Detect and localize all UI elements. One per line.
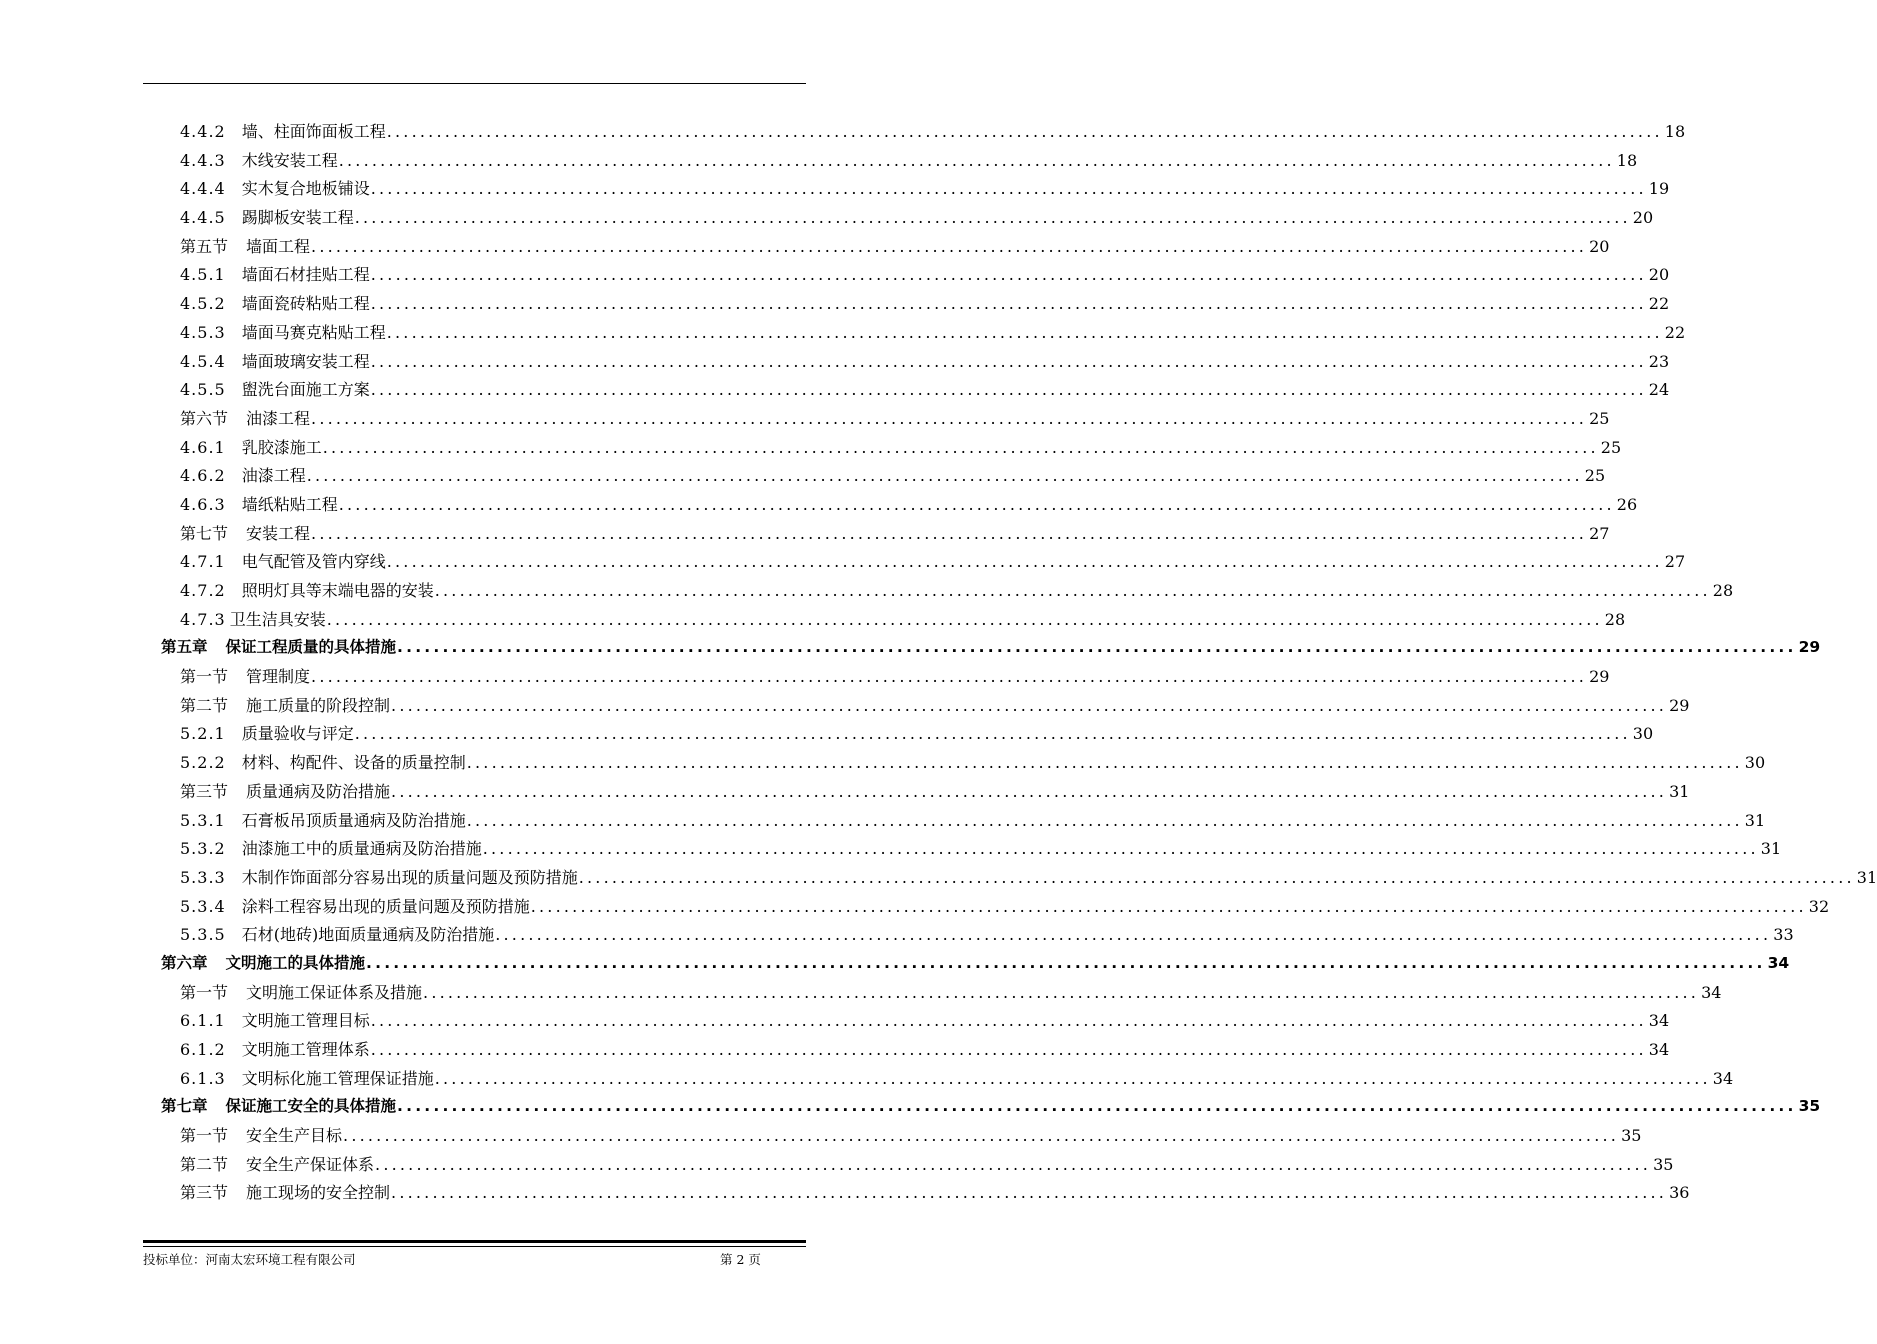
toc-entry-title: 文明施工管理目标 [241, 1011, 370, 1031]
toc-entry-page: 31 [1744, 810, 1766, 830]
toc-entry[interactable] [143, 205, 1654, 234]
toc-entry-title: 墙面工程 [246, 236, 311, 256]
toc-entry[interactable] [143, 750, 1766, 779]
toc-dot-leader: .......................................................................................................................................................... [466, 810, 1743, 830]
toc-dot-leader: .......................................................................................................................................................... [366, 953, 1766, 972]
toc-entry-number: 第五节 [180, 236, 229, 256]
toc-entry-title: 管理制度 [246, 667, 311, 687]
toc-entry[interactable] [143, 1037, 1670, 1066]
toc-entry-label [180, 1037, 370, 1060]
toc-entry-label [180, 435, 322, 458]
toc-entry-number: 4.5.4 [180, 351, 226, 371]
toc-entry-label [180, 176, 370, 199]
toc-entry-page: 25 [1584, 466, 1606, 486]
toc-entry-label [180, 922, 494, 945]
toc-entry-page: 23 [1648, 351, 1670, 371]
toc-entry-number: 第七节 [180, 523, 229, 543]
toc-entry-title: 文明施工管理体系 [241, 1040, 370, 1059]
toc-entry-label [180, 894, 530, 917]
toc-entry-label [161, 635, 396, 657]
toc-dot-leader: .......................................................................................................................................................... [343, 1126, 1620, 1146]
toc-entry-title: 墙面马赛克粘贴工程 [241, 322, 386, 342]
toc-entry-title: 油漆施工中的质量通病及防治措施 [241, 839, 482, 859]
toc-entry-label [180, 549, 386, 572]
toc-entry-number: 4.6.2 [180, 466, 226, 486]
toc-entry[interactable] [143, 578, 1734, 607]
toc-entry-label [180, 234, 310, 257]
toc-entry-page: 22 [1664, 322, 1686, 342]
toc-entry-label [180, 349, 370, 372]
table-of-contents [143, 119, 1877, 1209]
toc-entry-page: 20 [1648, 265, 1670, 285]
toc-entry-title: 施工现场的安全控制 [246, 1183, 391, 1203]
toc-entry-label [180, 721, 354, 744]
toc-entry-page: 34 [1767, 953, 1790, 972]
toc-entry-label [180, 607, 326, 630]
toc-dot-leader: .......................................................................................................................................................... [530, 896, 1807, 916]
toc-entry[interactable] [143, 234, 1610, 263]
toc-entry-label [180, 980, 422, 1003]
toc-dot-leader: .......................................................................................................................................................... [370, 294, 1647, 314]
toc-entry[interactable] [143, 1066, 1734, 1095]
toc-entry-number: 5.3.4 [180, 896, 226, 916]
toc-dot-leader: .......................................................................................................................................................... [370, 179, 1647, 199]
toc-entry-number: 4.4.4 [180, 179, 226, 199]
toc-entry-page: 34 [1701, 982, 1722, 1002]
toc-entry-page: 29 [1589, 667, 1610, 687]
toc-entry[interactable] [143, 320, 1686, 349]
toc-entry-number: 4.7.2 [180, 581, 226, 600]
toc-entry[interactable] [143, 549, 1686, 578]
toc-entry-title: 质量验收与评定 [241, 724, 354, 744]
toc-entry-label [180, 693, 390, 716]
toc-entry-title: 实木复合地板铺设 [241, 179, 370, 199]
toc-entry-page: 34 [1712, 1068, 1734, 1088]
toc-entry-number: 4.5.2 [180, 294, 226, 314]
toc-entry-title: 电气配管及管内穿线 [241, 552, 386, 572]
toc-dot-leader: .......................................................................................................................................................... [354, 208, 1631, 228]
toc-entry[interactable] [143, 291, 1670, 320]
toc-entry-number: 4.4.3 [180, 150, 226, 170]
header-rule [143, 83, 806, 84]
toc-entry-number: 第六节 [180, 408, 229, 428]
toc-entry-title: 保证施工安全的具体措施 [225, 1097, 397, 1116]
toc-entry-title: 盥洗台面施工方案 [241, 380, 370, 400]
toc-dot-leader: .......................................................................................................................................................... [306, 466, 1583, 486]
toc-entry-label [180, 463, 306, 486]
toc-entry-title: 墙面石材挂贴工程 [241, 265, 370, 285]
toc-entry-page: 27 [1589, 523, 1610, 543]
toc-entry-label [180, 377, 370, 400]
toc-entry[interactable] [143, 1008, 1670, 1037]
toc-dot-leader: .......................................................................................................................................................... [311, 408, 1588, 428]
toc-entry-label [180, 406, 310, 429]
toc-dot-leader: .......................................................................................................................................................... [434, 1068, 1711, 1088]
toc-entry-page: 34 [1648, 1040, 1670, 1059]
toc-entry-title: 木制作饰面部分容易出现的质量问题及预防措施 [241, 867, 578, 887]
toc-dot-leader: .......................................................................................................................................................... [397, 638, 1797, 657]
toc-dot-leader: .......................................................................................................................................................... [370, 1011, 1647, 1031]
toc-entry-title: 施工质量的阶段控制 [246, 695, 391, 715]
toc-dot-leader: .......................................................................................................................................................... [434, 581, 1711, 600]
toc-entry-page: 25 [1589, 408, 1610, 428]
toc-entry-number: 5.3.1 [180, 810, 226, 830]
toc-entry-label [180, 205, 354, 228]
toc-dot-leader: .......................................................................................................................................................... [338, 150, 1615, 170]
toc-entry-number: 4.4.2 [180, 122, 226, 141]
toc-dot-leader: .......................................................................................................................................................... [311, 667, 1588, 687]
toc-entry[interactable] [143, 262, 1670, 291]
toc-entry-page: 29 [1798, 638, 1821, 657]
toc-entry-label [180, 1152, 374, 1175]
toc-entry-page: 34 [1648, 1011, 1670, 1031]
toc-entry-label [180, 865, 578, 888]
toc-entry-title: 石膏板吊顶质量通病及防治措施 [241, 810, 466, 830]
toc-entry[interactable] [143, 176, 1670, 205]
toc-entry[interactable] [143, 607, 1626, 636]
toc-entry[interactable] [143, 119, 1686, 148]
toc-entry-number: 4.4.5 [180, 208, 226, 228]
toc-entry-label [180, 1180, 390, 1203]
toc-entry-label [161, 1094, 396, 1116]
toc-entry[interactable] [143, 865, 1877, 894]
toc-entry-title: 油漆工程 [246, 408, 311, 428]
toc-entry[interactable] [143, 377, 1670, 406]
toc-entry-number: 4.5.3 [180, 322, 226, 342]
toc-entry[interactable] [143, 894, 1830, 923]
toc-entry-number: 4.6.3 [180, 494, 226, 514]
toc-entry-page: 19 [1648, 179, 1670, 199]
toc-entry-label [180, 808, 466, 831]
toc-dot-leader: .......................................................................................................................................................... [370, 380, 1647, 400]
toc-entry-page: 30 [1744, 753, 1766, 773]
toc-entry-number: 第七章 [161, 1097, 208, 1116]
toc-entry-title: 涂料工程容易出现的质量问题及预防措施 [241, 896, 530, 916]
toc-entry[interactable] [143, 148, 1638, 177]
toc-entry-number: 5.3.3 [180, 867, 226, 887]
toc-entry-title: 乳胶漆施工 [241, 437, 322, 457]
toc-entry[interactable] [143, 635, 1821, 664]
toc-entry-label [180, 119, 386, 142]
toc-entry[interactable] [143, 664, 1610, 693]
toc-entry[interactable] [143, 463, 1606, 492]
toc-entry-page: 33 [1773, 925, 1794, 945]
toc-entry[interactable] [143, 1152, 1674, 1181]
toc-entry-title: 石材(地砖)地面质量通病及防治措施 [241, 925, 495, 945]
toc-entry-title: 木线安装工程 [241, 150, 338, 170]
toc-entry[interactable] [143, 1123, 1642, 1152]
toc-entry-number: 6.1.2 [180, 1040, 226, 1059]
toc-dot-leader: .......................................................................................................................................................... [338, 494, 1615, 514]
toc-entry-page: 31 [1856, 867, 1877, 887]
toc-dot-leader: .......................................................................................................................................................... [423, 982, 1700, 1002]
toc-entry-number: 第五章 [161, 638, 208, 657]
toc-entry-title: 保证工程质量的具体措施 [225, 638, 397, 657]
toc-entry[interactable] [143, 1180, 1690, 1209]
toc-dot-leader: .......................................................................................................................................................... [482, 839, 1759, 859]
toc-entry-page: 26 [1616, 494, 1638, 514]
toc-entry-number: 第六章 [161, 953, 208, 972]
footer-company: 投标单位：河南太宏环境工程有限公司 [143, 1252, 356, 1267]
toc-entry-title: 墙纸粘贴工程 [241, 494, 338, 514]
toc-entry[interactable] [143, 406, 1610, 435]
toc-entry-label [180, 148, 338, 171]
toc-entry-page: 31 [1669, 781, 1690, 801]
toc-entry-label [180, 578, 434, 601]
toc-dot-leader: .......................................................................................................................................................... [386, 322, 1663, 342]
toc-entry-page: 20 [1632, 208, 1654, 228]
toc-entry-label [180, 750, 466, 773]
toc-entry-page: 32 [1808, 896, 1830, 916]
toc-entry-title: 墙面瓷砖粘贴工程 [241, 294, 370, 314]
toc-entry[interactable] [143, 693, 1690, 722]
toc-entry-title: 卫生洁具安装 [229, 609, 326, 629]
toc-entry-number: 5.3.2 [180, 839, 226, 859]
toc-entry-title: 安装工程 [246, 523, 311, 543]
toc-entry-label [180, 1123, 342, 1146]
toc-entry-number: 6.1.1 [180, 1011, 226, 1031]
toc-entry-label [180, 664, 310, 687]
toc-entry-page: 31 [1760, 839, 1782, 859]
toc-dot-leader: .......................................................................................................................................................... [386, 552, 1663, 572]
toc-dot-leader: .......................................................................................................................................................... [495, 925, 1772, 945]
footer-rule-thick [143, 1240, 806, 1243]
toc-entry-title: 油漆工程 [241, 466, 306, 486]
toc-entry[interactable] [143, 779, 1690, 808]
toc-entry-page: 18 [1664, 122, 1686, 141]
toc-dot-leader: .......................................................................................................................................................... [322, 437, 1599, 457]
toc-entry-title: 照明灯具等末端电器的安装 [241, 581, 434, 600]
toc-entry-label [180, 521, 310, 544]
toc-entry-number: 4.5.5 [180, 380, 226, 400]
toc-dot-leader: .......................................................................................................................................................... [391, 1183, 1668, 1203]
toc-entry[interactable] [143, 492, 1638, 521]
toc-entry-page: 36 [1669, 1183, 1690, 1203]
toc-dot-leader: .......................................................................................................................................................... [354, 724, 1631, 744]
toc-entry-number: 4.6.1 [180, 437, 226, 457]
toc-entry-page: 20 [1589, 236, 1610, 256]
toc-entry[interactable] [143, 349, 1670, 378]
toc-dot-leader: .......................................................................................................................................................... [326, 609, 1603, 629]
toc-entry-label [180, 1066, 434, 1089]
toc-entry-title: 墙面玻璃安装工程 [241, 351, 370, 371]
toc-entry-page: 25 [1600, 437, 1622, 457]
toc-dot-leader: .......................................................................................................................................................... [311, 236, 1588, 256]
toc-dot-leader: .......................................................................................................................................................... [397, 1097, 1797, 1116]
toc-entry-title: 安全生产保证体系 [246, 1154, 375, 1174]
toc-entry-label [161, 951, 365, 973]
toc-entry[interactable] [143, 951, 1790, 980]
toc-entry-page: 35 [1653, 1154, 1674, 1174]
toc-entry-title: 材料、构配件、设备的质量控制 [241, 753, 466, 773]
toc-dot-leader: .......................................................................................................................................................... [375, 1154, 1652, 1174]
toc-entry-number: 5.2.1 [180, 724, 226, 744]
toc-entry-number: 第二节 [180, 695, 229, 715]
toc-dot-leader: .......................................................................................................................................................... [370, 265, 1647, 285]
toc-entry-label [180, 320, 386, 343]
toc-entry-title: 质量通病及防治措施 [246, 781, 391, 801]
toc-entry-page: 35 [1621, 1126, 1642, 1146]
toc-entry-number: 第一节 [180, 982, 229, 1002]
toc-dot-leader: .......................................................................................................................................................... [311, 523, 1588, 543]
toc-entry-page: 18 [1616, 150, 1638, 170]
toc-entry-number: 4.7.3 [180, 609, 226, 629]
toc-entry-label [180, 492, 338, 515]
footer-page-number: 第 2 页 [720, 1252, 761, 1267]
toc-entry-title: 文明施工的具体措施 [225, 953, 366, 972]
toc-entry[interactable] [143, 980, 1722, 1009]
toc-entry-page: 29 [1669, 695, 1690, 715]
toc-entry-label [180, 836, 482, 859]
footer-rule-thin [143, 1246, 806, 1247]
toc-entry-number: 第一节 [180, 1126, 229, 1146]
toc-dot-leader: .......................................................................................................................................................... [578, 867, 1855, 887]
toc-entry-title: 文明标化施工管理保证措施 [241, 1068, 434, 1088]
toc-entry[interactable] [143, 435, 1622, 464]
toc-entry-label [180, 779, 390, 802]
toc-entry-page: 27 [1664, 552, 1686, 572]
toc-entry[interactable] [143, 1094, 1821, 1123]
toc-entry[interactable] [143, 521, 1610, 550]
toc-entry-page: 22 [1648, 294, 1670, 314]
toc-entry-title: 安全生产目标 [246, 1126, 343, 1146]
toc-entry-number: 第一节 [180, 667, 229, 687]
toc-entry-label [180, 1008, 370, 1031]
toc-entry[interactable] [143, 721, 1654, 750]
toc-entry-page: 35 [1798, 1097, 1821, 1116]
toc-dot-leader: .......................................................................................................................................................... [386, 122, 1663, 141]
toc-entry-page: 24 [1648, 380, 1670, 400]
toc-entry[interactable] [143, 836, 1782, 865]
toc-dot-leader: .......................................................................................................................................................... [466, 753, 1743, 773]
toc-entry-label [180, 291, 370, 314]
toc-entry-title: 文明施工保证体系及措施 [246, 982, 423, 1002]
toc-dot-leader: .......................................................................................................................................................... [391, 781, 1668, 801]
toc-dot-leader: .......................................................................................................................................................... [370, 1040, 1647, 1059]
toc-entry-title: 墙、柱面饰面板工程 [241, 122, 386, 141]
toc-entry-number: 4.7.1 [180, 552, 226, 572]
toc-entry-number: 第三节 [180, 781, 229, 801]
toc-entry-number: 5.2.2 [180, 753, 226, 773]
toc-entry-page: 28 [1604, 609, 1626, 629]
toc-entry-number: 4.5.1 [180, 265, 226, 285]
toc-entry-page: 30 [1632, 724, 1654, 744]
toc-dot-leader: .......................................................................................................................................................... [391, 695, 1668, 715]
toc-entry-page: 28 [1712, 581, 1734, 600]
toc-entry-number: 5.3.5 [180, 925, 226, 945]
toc-entry-number: 6.1.3 [180, 1068, 226, 1088]
toc-entry-number: 第二节 [180, 1154, 229, 1174]
toc-entry[interactable] [143, 922, 1794, 951]
toc-entry-label [180, 262, 370, 285]
toc-entry[interactable] [143, 808, 1766, 837]
toc-entry-number: 第三节 [180, 1183, 229, 1203]
toc-entry-title: 踢脚板安装工程 [241, 208, 354, 228]
toc-dot-leader: .......................................................................................................................................................... [370, 351, 1647, 371]
